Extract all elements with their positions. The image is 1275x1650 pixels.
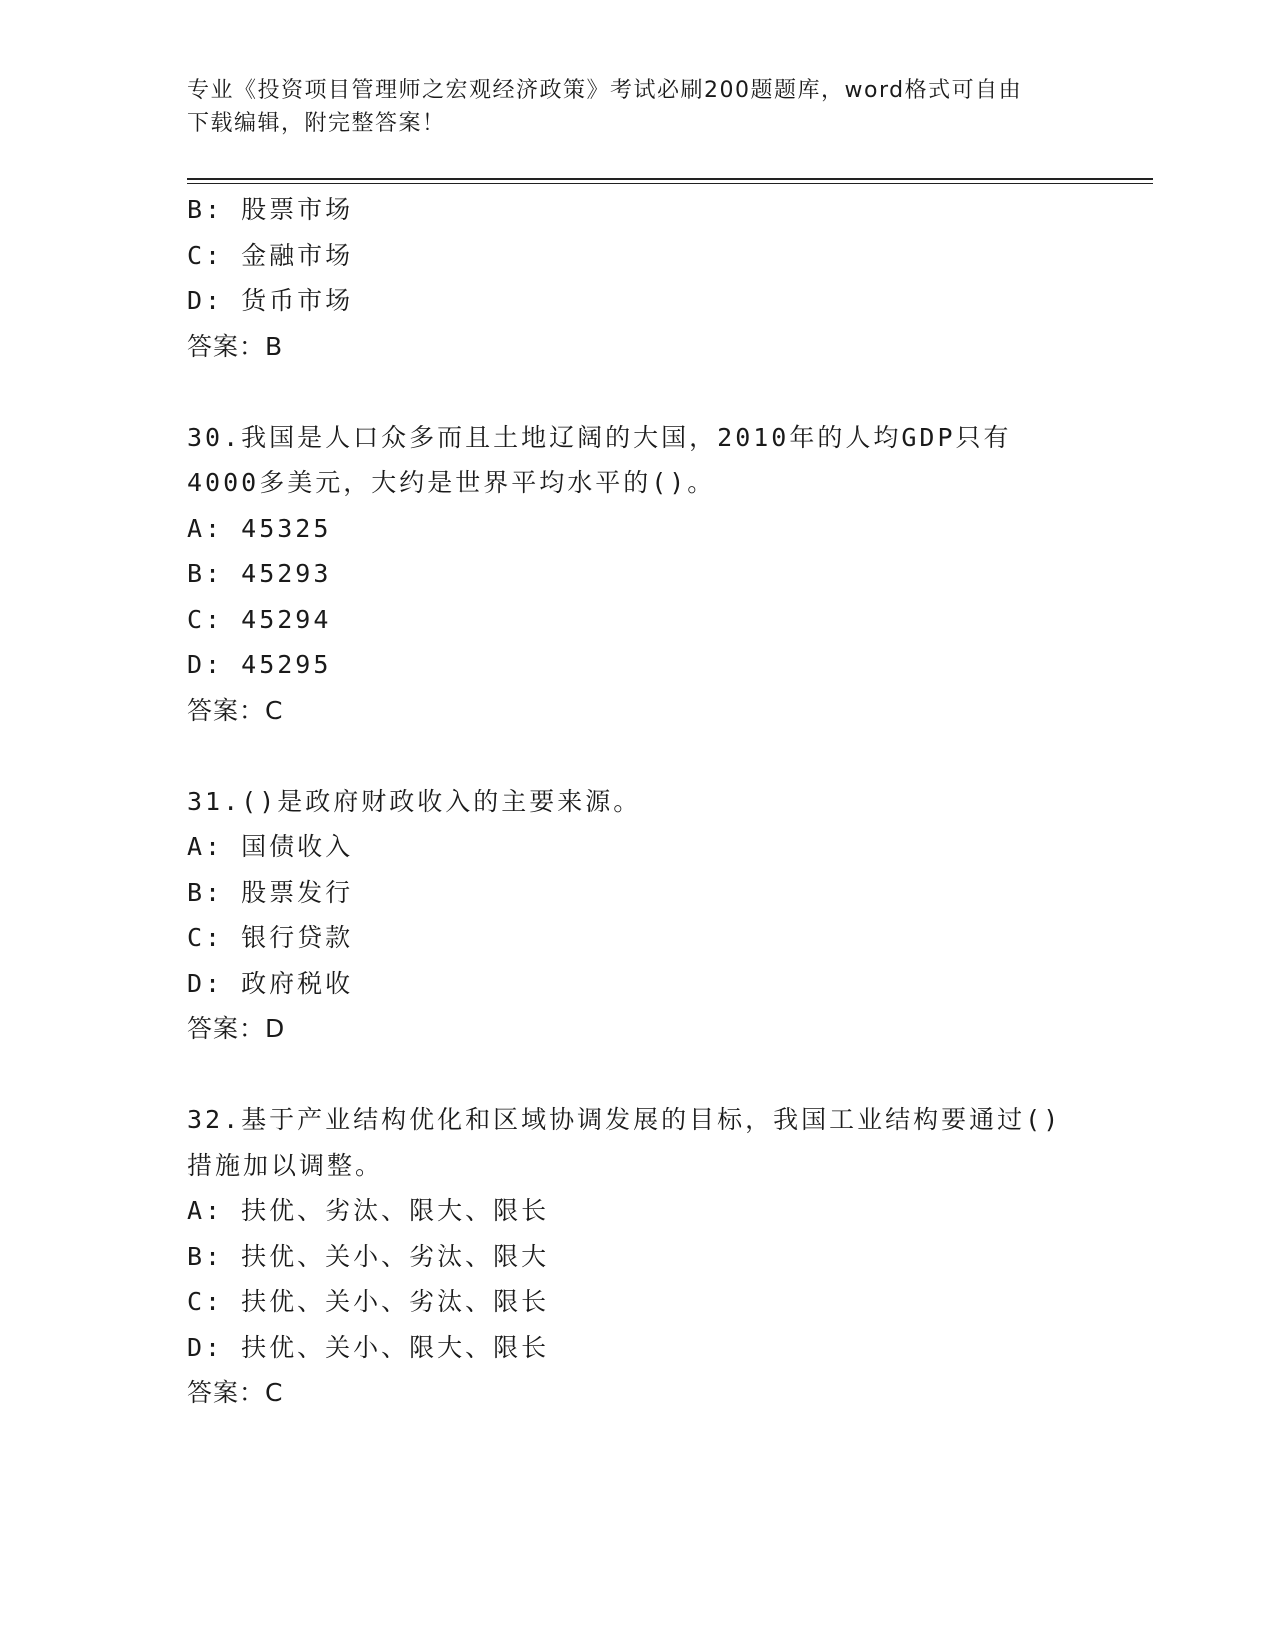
option-c: C: 银行贷款	[187, 923, 354, 952]
option-d: D: 货币市场	[187, 286, 354, 315]
option-c: C: 金融市场	[187, 240, 354, 270]
answer-line: 答案：B	[187, 331, 284, 361]
option-a: A: 国债收入	[187, 832, 354, 861]
question-31	[187, 779, 1087, 1052]
header-line-2: 下载编辑，附完整答案！	[187, 111, 446, 136]
option-d: D: 45295	[187, 650, 332, 679]
option-c: C: 45294	[187, 604, 332, 634]
answer-line: 答案：C	[187, 695, 284, 725]
question-stem-line-1: 31.()是政府财政收入的主要来源。	[187, 786, 642, 816]
option-b: B: 股票发行	[187, 877, 354, 907]
question-32	[187, 1097, 1087, 1416]
option-a: A: 扶优、劣汰、限大、限长	[187, 1196, 550, 1225]
question-30	[187, 415, 1087, 734]
page-header	[187, 74, 1087, 140]
option-d: D: 政府税收	[187, 968, 354, 998]
option-b: B: 股票市场	[187, 195, 354, 224]
question-stem-line-2: 4000多美元，大约是世界平均水平的()。	[187, 468, 716, 497]
answer-line: 答案：C	[187, 1378, 284, 1407]
option-b: B: 扶优、关小、劣汰、限大	[187, 1241, 550, 1271]
option-d: D: 扶优、关小、限大、限长	[187, 1332, 550, 1362]
question-list	[187, 187, 1087, 1416]
header-line-1: 专业《投资项目管理师之宏观经济政策》考试必刷200题题库，word格式可自由	[187, 78, 1023, 103]
question-stem-line-1: 30.我国是人口众多而且土地辽阔的大国，2010年的人均GDP只有	[187, 422, 1012, 452]
option-b: B: 45293	[187, 559, 332, 588]
prev-question-block	[187, 187, 1087, 369]
answer-line: 答案：D	[187, 1014, 286, 1043]
option-c: C: 扶优、关小、劣汰、限长	[187, 1287, 550, 1316]
question-stem-line-1: 32.基于产业结构优化和区域协调发展的目标，我国工业结构要通过()	[187, 1105, 1062, 1134]
question-stem-line-2: 措施加以调整。	[187, 1150, 384, 1180]
header-divider	[187, 178, 1153, 180]
option-a: A: 45325	[187, 513, 332, 543]
